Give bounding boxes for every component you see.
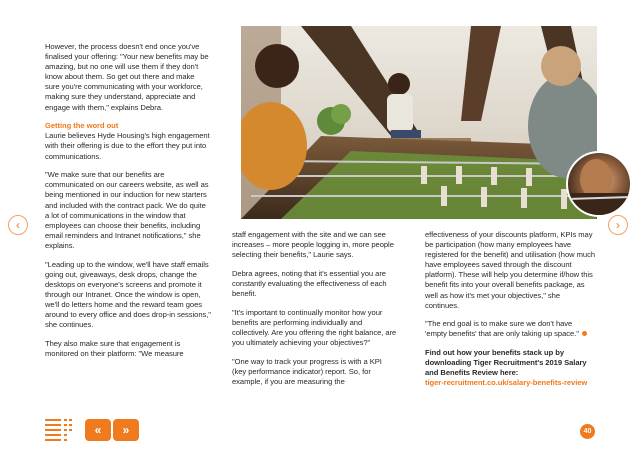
paragraph: effectiveness of your discounts platform, KPIs may be participation (how many employees have registered for the benefit) and utilisation (how much have employees saved through the discount platform). These will help you determine if/how this benefit fits into your overall benefits package, as well as how it's met your objectives," she continues. bbox=[425, 230, 595, 310]
end-marker-icon bbox=[582, 331, 587, 336]
double-chevron-right-icon: » bbox=[122, 423, 130, 437]
office-foosball-image bbox=[241, 26, 597, 219]
paragraph: However, the process doesn't end once you've finalised your offering: "Your new benefits may be amazing, but no one will use them if they don't know about them. So get out there and make sure you're communicating with your workforce, making sure they understand, appreciate and engage with them," explains Debra. bbox=[45, 42, 209, 112]
salary-review-link[interactable]: tiger-recruitment.co.uk/salary-benefits-review bbox=[425, 378, 588, 388]
paragraph: Laurie believes Hyde Housing's high engagement with their offering is due to the effort they put into communications. bbox=[45, 131, 210, 161]
cta-text: Find out how your benefits stack up by downloading Tiger Recruitment's 2019 Salary and Benefits Review here: bbox=[425, 348, 587, 378]
paragraph: "Leading up to the window, we'll have staff emails going out, giveaways, desk drops, change the desktops on everyone's screens and promote it through our Intranet. Once the window is open, we'll do letters home and the reward team goes around to every office and does drop-in sessions," she continues. bbox=[45, 259, 211, 330]
text-column-2 bbox=[232, 230, 398, 396]
quote-text: "The end goal is to make sure we don't have 'empty benefits' that are only taking up space." bbox=[425, 319, 579, 339]
text-column-3 bbox=[425, 230, 595, 389]
text-column-1 bbox=[45, 42, 211, 368]
menu-button[interactable] bbox=[45, 418, 73, 442]
paragraph: Debra agrees, noting that it's essential you are constantly evaluating the effectiveness of each benefit. bbox=[232, 268, 387, 299]
chevron-right-icon: › bbox=[616, 218, 620, 232]
hero-photo bbox=[241, 26, 597, 219]
menu-icon bbox=[45, 418, 73, 442]
paragraph bbox=[425, 319, 595, 339]
double-chevron-left-icon: « bbox=[94, 423, 102, 437]
next-page-button[interactable] bbox=[608, 215, 628, 235]
subheading: Getting the word out bbox=[45, 121, 119, 131]
page-number: 40 bbox=[580, 424, 595, 439]
paragraph: staff engagement with the site and we can see increases – more people logging in, more people selecting their benefits," Laurie says. bbox=[232, 230, 394, 260]
inset-photo bbox=[566, 151, 632, 217]
foosball-closeup-image bbox=[568, 153, 630, 215]
call-to-action bbox=[425, 348, 595, 388]
chevron-left-icon: ‹ bbox=[16, 218, 20, 232]
paragraph: "It's important to continually monitor how your benefits are performing individually and collectively. Are you offering the right balance, are you ultimately achieving your objectives?" bbox=[232, 307, 397, 348]
footer-next-button[interactable] bbox=[113, 419, 139, 441]
paragraph: "We make sure that our benefits are communicated on our careers website, as well as being mentioned in our induction for new starters and included with the contract pack. We do quite a lot of communications in the window that employees can choose their benefits, including email reminders and Intranet notifications," she explains. bbox=[45, 170, 209, 250]
footer-previous-button[interactable] bbox=[85, 419, 111, 441]
previous-page-button[interactable] bbox=[8, 215, 28, 235]
paragraph: "One way to track your progress is with a KPI (key performance indicator) report. So, for example, if you are measuring the bbox=[232, 356, 382, 386]
paragraph: They also make sure that engagement is monitored on their platform: "We measure bbox=[45, 338, 184, 358]
